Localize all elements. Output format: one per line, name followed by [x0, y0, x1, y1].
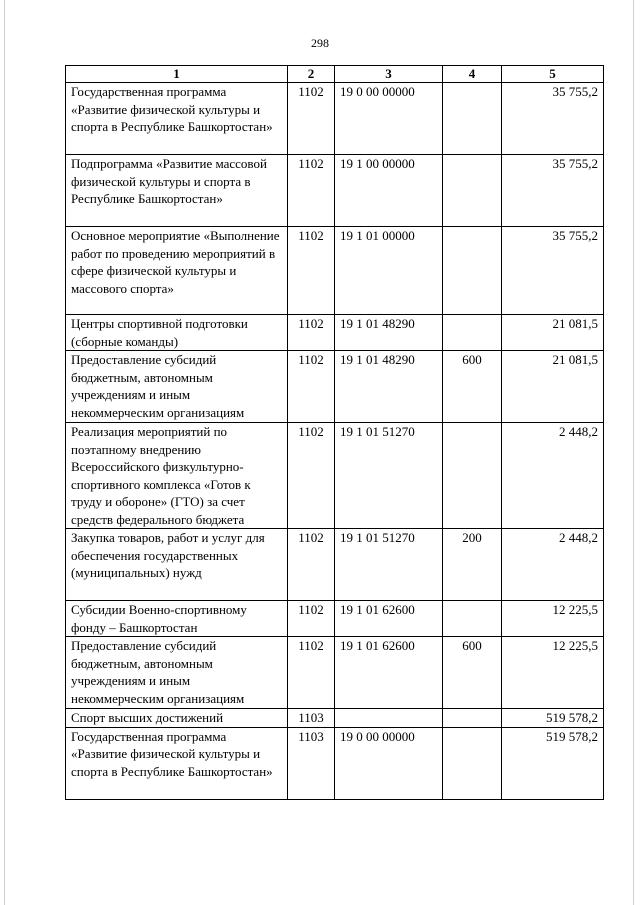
table-header [66, 66, 604, 83]
row-target-cell: 19 1 01 62600 [335, 601, 443, 637]
row-target-cell: 19 1 01 00000 [335, 227, 443, 315]
row-kind-cell [443, 227, 502, 315]
row-name-cell: Субсидии Военно-спортивному фонду – Башкортостан [66, 601, 288, 637]
row-amount-cell: 21 081,5 [502, 351, 604, 423]
row-kind-cell: 600 [443, 637, 502, 709]
row-section-cell: 1102 [288, 423, 335, 529]
row-kind-cell [443, 155, 502, 227]
row-amount-cell: 2 448,2 [502, 529, 604, 601]
table-row [66, 727, 604, 799]
row-target-cell: 19 1 01 48290 [335, 315, 443, 351]
row-amount-cell: 12 225,5 [502, 637, 604, 709]
table-row [66, 601, 604, 637]
row-name-cell: Реализация мероприятий по поэтапному внедрению Всероссийского физкультурно-спортивного комплекса «Готов к труду и обороне» (ГТО) за счет средств федерального бюджета [66, 423, 288, 529]
row-target-cell: 19 1 01 51270 [335, 529, 443, 601]
row-kind-cell [443, 601, 502, 637]
row-name-cell: Предоставление субсидий бюджетным, автономным учреждениям и иным некоммерческим организациям [66, 351, 288, 423]
row-amount-cell: 21 081,5 [502, 315, 604, 351]
table-body [66, 83, 604, 800]
page-number: 298 [311, 36, 329, 50]
table-row [66, 423, 604, 529]
row-target-cell [335, 709, 443, 728]
row-amount-cell: 12 225,5 [502, 601, 604, 637]
row-section-cell: 1102 [288, 83, 335, 155]
row-kind-cell [443, 315, 502, 351]
table-row [66, 155, 604, 227]
row-kind-cell [443, 423, 502, 529]
budget-table [65, 65, 604, 800]
row-amount-cell: 35 755,2 [502, 227, 604, 315]
row-kind-cell [443, 83, 502, 155]
column-header-3: 3 [335, 66, 443, 83]
table-row [66, 83, 604, 155]
row-section-cell: 1102 [288, 155, 335, 227]
row-target-cell: 19 1 01 51270 [335, 423, 443, 529]
row-kind-cell [443, 727, 502, 799]
row-amount-cell: 35 755,2 [502, 83, 604, 155]
row-section-cell: 1102 [288, 601, 335, 637]
scan-edge-right [633, 0, 634, 905]
row-name-cell: Спорт высших достижений [66, 709, 288, 728]
row-section-cell: 1102 [288, 529, 335, 601]
row-name-cell: Подпрограмма «Развитие массовой физической культуры и спорта в Республике Башкортостан» [66, 155, 288, 227]
row-name-cell: Государственная программа «Развитие физической культуры и спорта в Республике Башкортостан» [66, 83, 288, 155]
row-name-cell: Закупка товаров, работ и услуг для обеспечения государственных (муниципальных) нужд [66, 529, 288, 601]
row-section-cell: 1102 [288, 637, 335, 709]
row-section-cell: 1102 [288, 351, 335, 423]
row-kind-cell: 200 [443, 529, 502, 601]
row-amount-cell: 35 755,2 [502, 155, 604, 227]
row-name-cell: Предоставление субсидий бюджетным, автономным учреждениям и иным некоммерческим организациям [66, 637, 288, 709]
row-name-cell: Основное мероприятие «Выполнение работ по проведению мероприятий в сфере физической культуры и массового спорта» [66, 227, 288, 315]
table-row [66, 315, 604, 351]
row-section-cell: 1103 [288, 709, 335, 728]
table-row [66, 709, 604, 728]
table-row [66, 637, 604, 709]
row-target-cell: 19 1 01 48290 [335, 351, 443, 423]
row-target-cell: 19 0 00 00000 [335, 727, 443, 799]
column-header-2: 2 [288, 66, 335, 83]
column-header-5: 5 [502, 66, 604, 83]
column-header-4: 4 [443, 66, 502, 83]
row-kind-cell: 600 [443, 351, 502, 423]
row-section-cell: 1102 [288, 227, 335, 315]
scan-edge-left [4, 0, 5, 905]
column-header-1: 1 [66, 66, 288, 83]
row-target-cell: 19 0 00 00000 [335, 83, 443, 155]
row-name-cell: Центры спортивной подготовки (сборные команды) [66, 315, 288, 351]
row-target-cell: 19 1 00 00000 [335, 155, 443, 227]
table-row [66, 227, 604, 315]
table-row [66, 351, 604, 423]
row-name-cell: Государственная программа «Развитие физической культуры и спорта в Республике Башкортостан» [66, 727, 288, 799]
row-target-cell: 19 1 01 62600 [335, 637, 443, 709]
row-kind-cell [443, 709, 502, 728]
row-section-cell: 1103 [288, 727, 335, 799]
header-row [66, 66, 604, 83]
table-row [66, 529, 604, 601]
row-amount-cell: 2 448,2 [502, 423, 604, 529]
row-amount-cell: 519 578,2 [502, 709, 604, 728]
row-section-cell: 1102 [288, 315, 335, 351]
row-amount-cell: 519 578,2 [502, 727, 604, 799]
